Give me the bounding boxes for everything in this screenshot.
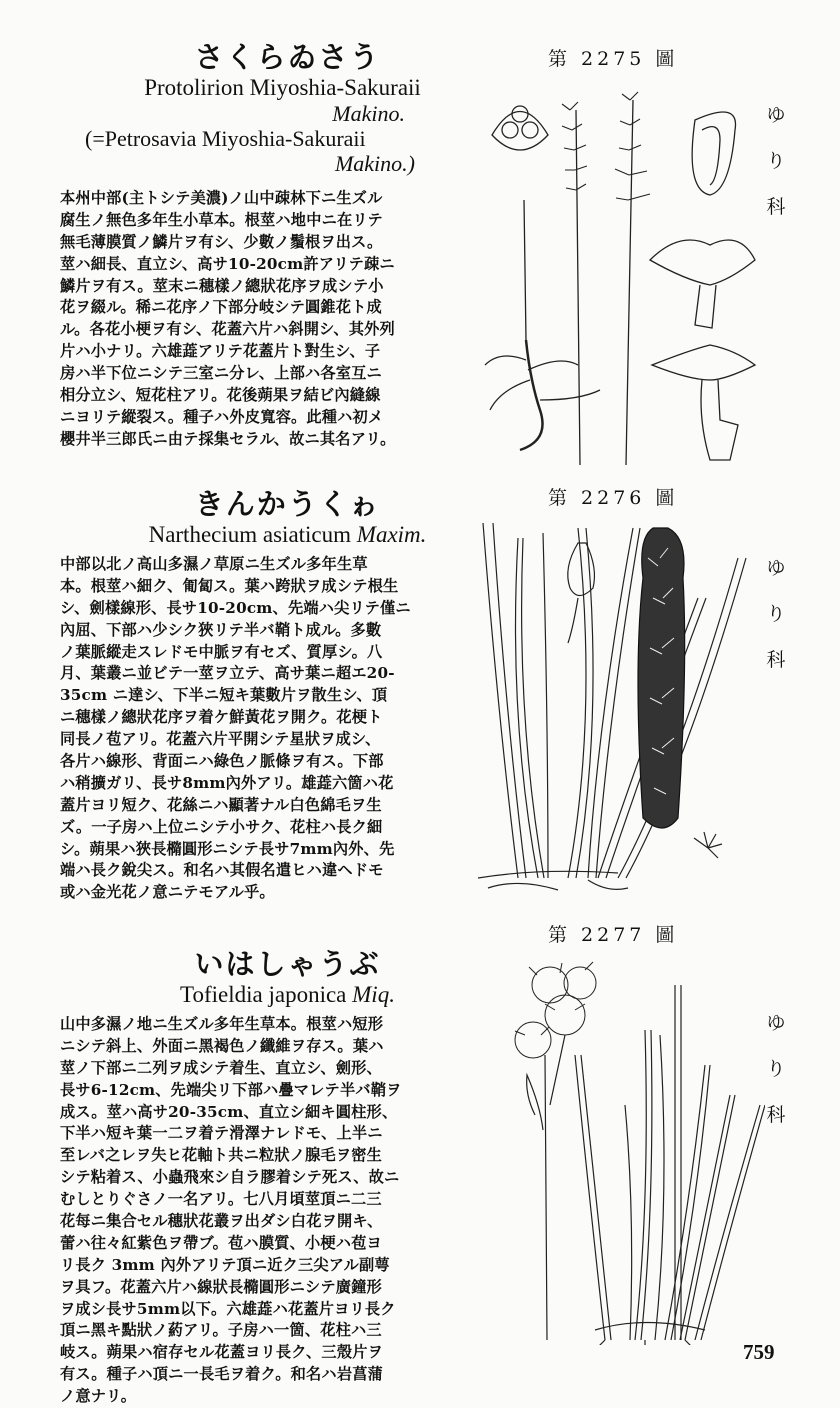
family-char: 科: [766, 649, 786, 671]
author: Miq.: [352, 982, 395, 1007]
description-line: 或ハ金光花ノ意ニテモアル乎。: [60, 883, 275, 902]
family-char: ゆ: [766, 1012, 786, 1034]
description-line: 有ス。種子ハ頂ニ一長毛ヲ着ク。和名ハ岩菖蒲: [60, 1365, 383, 1384]
description: [60, 1014, 475, 1408]
description-line: ズ。一子房ハ上位ニシテ小サク、花柱ハ長ク細: [60, 817, 383, 836]
description: [60, 554, 475, 904]
description-line: 長サ6-12cm、先端尖リ下部ハ疊マレテ半バ鞘ヲ: [60, 1080, 402, 1099]
author: Makino.: [332, 101, 405, 126]
description-line: 頂ニ黑キ點狀ノ葯アリ。子房ハ一箇、花柱ハ三: [60, 1321, 382, 1340]
description-line: 櫻井半三郎氏ニ由テ採集セラル、故ニ其名アリ。: [60, 429, 396, 448]
kana-title: さくらゐさう: [194, 40, 381, 74]
figure-label: 第 2276 圖: [548, 487, 679, 509]
family-char: ゆ: [766, 104, 786, 126]
latin-binomial: Tofieldia japonica: [180, 982, 347, 1007]
family-label: [765, 545, 787, 683]
latin-name: [60, 981, 475, 1008]
family-char: ゆ: [766, 557, 786, 579]
description-line: 端ハ長ク銳尖ス。和名ハ其假名遣ヒハ違ヘドモ: [60, 861, 384, 880]
family-char: り: [766, 1058, 786, 1080]
description-line: 莖ハ細長、直立シ、高サ10-20cm許アリテ疎ニ: [60, 254, 395, 273]
family-label: [765, 92, 787, 230]
description-line: 35cm ニ達シ、下半ニ短キ葉數片ヲ散生シ、頂: [60, 686, 388, 705]
description-line: シテ粘着ス、小蟲飛來シ自ラ膠着シテ死ス、故ニ: [60, 1168, 400, 1187]
page-number: 759: [743, 1340, 775, 1364]
description-line: 月、葉叢ニ並ビテ一莖ヲ立テ、高サ葉ニ超エ20-: [60, 664, 395, 683]
entry-sakuraisou: [60, 40, 475, 451]
description-line: シ、劍樣線形、長サ10-20cm、先端ハ尖リテ僅ニ: [60, 598, 411, 617]
description-line: むしとりぐさノ一名アリ。七八月頃莖頂ニ二三: [60, 1190, 382, 1209]
description-line: 內屈、下部ハ少シク狹リテ半バ鞘ト成ル。多數: [60, 620, 382, 639]
latin-binomial: Narthecium asiaticum: [148, 522, 352, 547]
description-line: 山中多濕ノ地ニ生ズル多年生草本。根莖ハ短形: [60, 1015, 384, 1033]
entry-iwashoubu: [60, 947, 475, 1408]
description-line: 鱗片ヲ有ス。莖末ニ穗樣ノ總狀花序ヲ成シテ小: [60, 276, 384, 295]
description-line: ニシテ斜上、外面ニ黑褐色ノ纖維ヲ存ス。葉ハ: [60, 1036, 384, 1055]
description-line: ノ意ナリ。: [60, 1387, 137, 1406]
description-line: 中部以北ノ高山多濕ノ草原ニ生ズル多年生草: [60, 555, 368, 573]
description-line: 同長ノ苞アリ。花蓋六片平開シテ星狀ヲ成シ、: [60, 730, 381, 749]
description-line: 各片ハ線形、背面ニハ綠色ノ脈條ヲ有ス。下部: [60, 752, 384, 771]
description-line: 無毛薄膜質ノ鱗片ヲ有シ、少數ノ鬚根ヲ出ス。: [60, 232, 383, 251]
kana-title: いはしゃうぶ: [194, 947, 381, 981]
author: Maxim.: [356, 522, 427, 547]
illustration-sakuraisou: [480, 80, 760, 470]
family-char: 科: [766, 1104, 786, 1126]
description-line: 花每ニ集合セル穗狀花叢ヲ出ダシ白花ヲ開キ、: [60, 1212, 383, 1231]
entry-kinkoukwa: [60, 487, 475, 904]
description-line: ヲ具フ。花蓋六片ハ線狀長橢圓形ニシテ廣鐘形: [60, 1277, 382, 1296]
description-line: ニ穗樣ノ總狀花序ヲ着ケ鮮黃花ヲ開ク。花梗ト: [60, 708, 383, 727]
description-line: 片ハ小ナリ。六雄蕋アリテ花蓋片ト對生シ、子: [60, 342, 381, 361]
synonym-author: Makino.): [334, 151, 415, 176]
description: [60, 188, 475, 451]
family-label: [765, 1000, 787, 1138]
description-line: 莖ノ下部ニ二列ヲ成シテ着生、直立シ、劍形、: [60, 1058, 382, 1077]
family-char: 科: [766, 196, 786, 218]
figure-label: 第 2277 圖: [548, 924, 679, 946]
kana-title: きんかうくゎ: [194, 487, 381, 521]
description-line: ハ稍擴ガリ、長サ8mm內外アリ。雄蕋六箇ハ花: [60, 773, 394, 792]
latin-name: Protolirion Miyoshia-Sakuraii: [144, 75, 421, 100]
description-line: 相分立シ、短花柱アリ。花後蒴果ヲ結ビ內縫線: [60, 386, 381, 405]
illustration-iwashoubu: [505, 955, 765, 1345]
description-line: シ。蒴果ハ狹長橢圓形ニシテ長サ7mm內外、先: [60, 839, 395, 858]
description-line: ノ葉脈縱走スレドモ中脈ヲ有セズ、質厚シ。八: [60, 642, 383, 661]
figure-label: 第 2275 圖: [548, 48, 679, 70]
description-line: リ長ク 3mm 內外アリテ頂ニ近ク三尖アル副萼: [60, 1255, 390, 1274]
description-line: 腐生ノ無色多年生小草本。根莖ハ地中ニ在リテ: [60, 210, 383, 229]
description-line: 蓋片ヨリ短ク、花絲ニハ顯著ナル白色綿毛ヲ生: [60, 795, 382, 814]
family-char: り: [766, 150, 786, 172]
description-line: 房ハ半下位ニシテ三室ニ分レ、上部ハ各室互ニ: [60, 364, 382, 383]
description-line: 花ヲ綴ル。稀ニ花序ノ下部分岐シテ圓錐花ト成: [60, 298, 382, 317]
description-line: ヲ成シ長サ5mm以下。六雄蕋ハ花蓋片ヨリ長ク: [60, 1299, 396, 1318]
description-line: 岐ス。蒴果ハ宿存セル花蓋ヨリ長ク、三殼片ヲ: [60, 1343, 383, 1362]
latin-name: [60, 521, 475, 548]
description-line: 蕾ハ往々紅紫色ヲ帶ブ。苞ハ膜質、小梗ハ苞ヨ: [60, 1233, 382, 1252]
description-line: 成ス。莖ハ高サ20-35cm、直立シ細キ圓柱形、: [60, 1102, 398, 1121]
description-line: ル。各花小梗ヲ有シ、花蓋六片ハ斜開シ、其外列: [60, 320, 395, 339]
description-line: 本。根莖ハ細ク、匍匐ス。葉ハ跨狀ヲ成シテ根生: [60, 576, 399, 595]
illustration-kinkoukwa: [478, 518, 750, 898]
description-line: 下半ハ短キ葉一二ヲ着テ滑澤ナレドモ、上半ニ: [60, 1124, 383, 1143]
description-line: ニヨリテ縱裂ス。種子ハ外皮寬容。此種ハ初メ: [60, 407, 384, 426]
description-line: 至レバ之レヲ失ヒ花軸ト共ニ粒狀ノ腺毛ヲ密生: [60, 1146, 383, 1165]
description-line: 本州中部(主トシテ美濃)ノ山中疎林下ニ生ズル: [60, 189, 383, 207]
family-char: り: [766, 603, 786, 625]
synonym: (=Petrosavia Miyoshia-Sakuraii: [85, 126, 366, 151]
